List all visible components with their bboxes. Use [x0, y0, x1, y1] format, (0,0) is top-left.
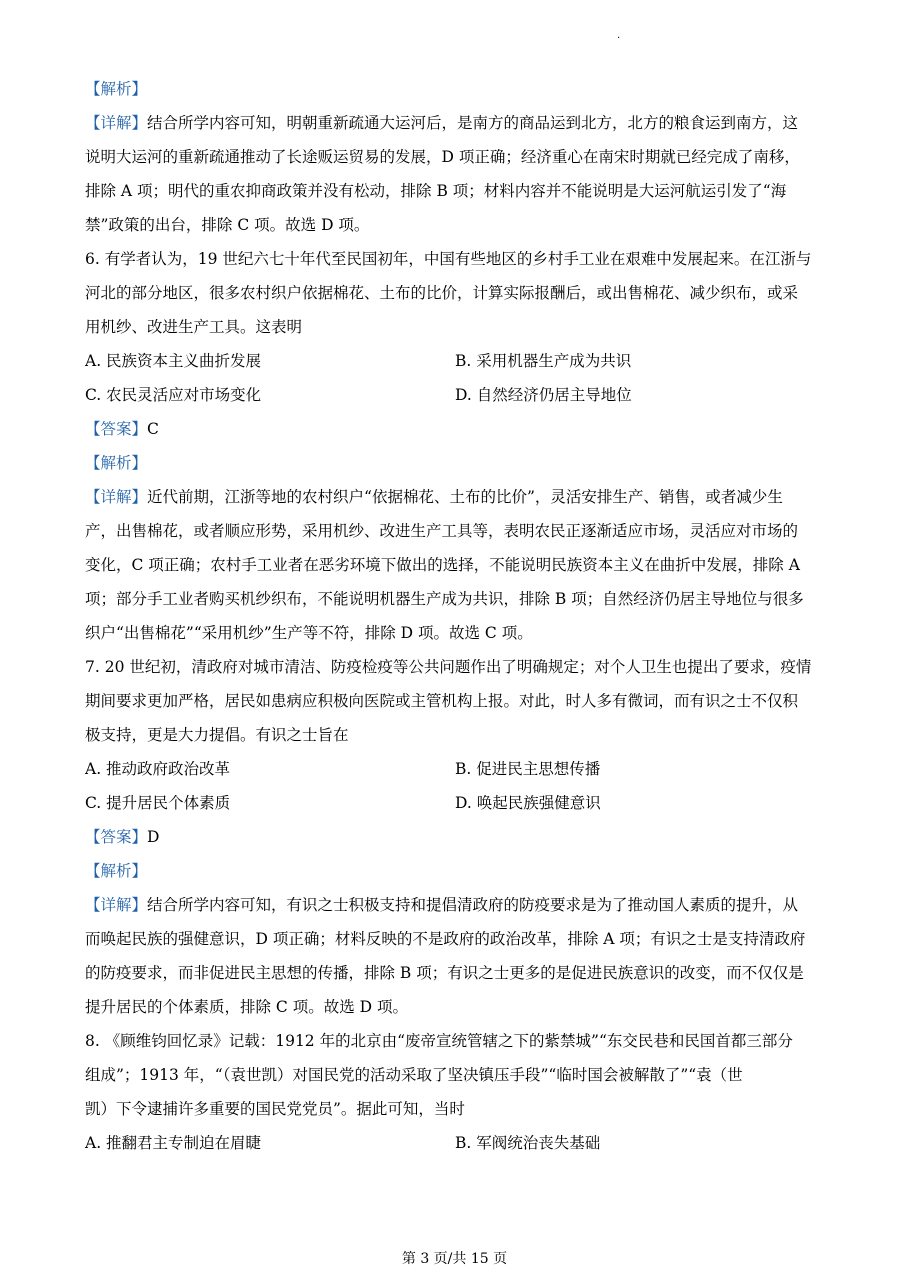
q5-detail-line-4: 禁”政策的出台，排除 C 项。故选 D 项。: [85, 216, 370, 234]
document-body: [85, 72, 830, 1160]
q6-stem-line-3: 用机纱、改进生产工具。这表明: [85, 318, 303, 336]
q8-option-a: A. 推翻君主专制迫在眉睫: [85, 1134, 262, 1152]
q6-answer: [85, 412, 830, 446]
q7-detail-line-3: 的防疫要求，而非促进民主思想的传播，排除 B 项；有识之士更多的是促进民族意识的改变，而不仅仅是: [85, 964, 804, 982]
q7-analysis-tag: 【解析】: [85, 862, 148, 880]
q6-stem-line-2: 河北的部分地区，很多农村织户依据棉花、土布的比价，计算实际报酬后，或出售棉花、减少织布，或采: [85, 284, 799, 302]
q7-options-row-2: [85, 786, 830, 820]
q7-stem-line-2: 期间要求更加严格，居民如患病应积极向医院或主管机构上报。对此，时人多有微词，而有识之士不仅积: [85, 692, 799, 710]
page-footer: 第 3 页/共 15 页: [401, 1251, 508, 1267]
q6-detail-line-3: 变化，C 项正确；农村手工业者在恶劣环境下做出的选择，不能说明民族资本主义在曲折中发展，排除 A: [85, 556, 800, 574]
q7-detail-line-1: 结合所学内容可知，有识之士积极支持和提倡清政府的防疫要求是为了推动国人素质的提升，从: [147, 896, 799, 914]
answer-tag: 【答案】: [85, 420, 148, 438]
q6-detail-line-5: 织户“出售棉花”“采用机纱”生产等不符，排除 D 项。故选 C 项。: [85, 624, 533, 642]
q8-options-row-1: [85, 1126, 830, 1160]
q7-answer: [85, 820, 830, 854]
q7-option-b: B. 促进民主思想传播: [455, 760, 601, 778]
q7-detail-line-4: 提升居民的个体素质，排除 C 项。故选 D 项。: [85, 998, 408, 1016]
q6-option-b: B. 采用机器生产成为共识: [455, 352, 632, 370]
q8-option-b: B. 军阀统治丧失基础: [455, 1134, 601, 1152]
q6-stem-line-1: 6. 有学者认为，19 世纪六七十年代至民国初年，中国有些地区的乡村手工业在艰难中发展起来。在江浙与: [85, 250, 812, 268]
q6-options-row-2: [85, 378, 830, 412]
q6-option-d: D. 自然经济仍居主导地位: [455, 386, 632, 404]
q8-stem-line-1: 8. 《顾维钧回忆录》记载：1912 年的北京由“废帝宣统管辖之下的紫禁城”“东交民巷和民国首都三部分: [85, 1032, 793, 1050]
q6-detail: [85, 480, 830, 514]
q7-options-row-1: [85, 752, 830, 786]
q7-stem-line-1: 7. 20 世纪初，清政府对城市清洁、防疫检疫等公共问题作出了明确规定；对个人卫生也提出了要求，疫情: [85, 658, 812, 676]
q7-option-d: D. 唤起民族强健意识: [455, 794, 601, 812]
q6-detail-line-1: 近代前期，江浙等地的农村织户“依据棉花、土布的比价”，灵活安排生产、销售，或者减少生: [147, 488, 783, 506]
q7-option-a: A. 推动政府政治改革: [85, 760, 231, 778]
detail-tag: 【详解】: [85, 488, 148, 506]
q7-detail-line-2: 而唤起民族的强健意识，D 项正确；材料反映的不是政府的政治改革，排除 A 项；有识之士是支持清政府: [85, 930, 806, 948]
detail-tag: 【详解】: [85, 896, 148, 914]
q5-detail-line-1: 结合所学内容可知，明朝重新疏通大运河后，是南方的商品运到北方，北方的粮食运到南方，这: [147, 114, 799, 132]
q6-option-a: A. 民族资本主义曲折发展: [85, 352, 262, 370]
q6-detail-line-4: 项；部分手工业者购买机纱织布，不能说明机器生产成为共识，排除 B 项；自然经济仍居主导地位与很多: [85, 590, 804, 608]
q8-stem-line-2: 组成”；1913 年，“（袁世凯）对国民党的活动采取了坚决镇压手段”“临时国会被解散了”“袁（世: [85, 1066, 743, 1084]
header-dot: .: [617, 30, 621, 41]
q7-option-c: C. 提升居民个体素质: [85, 794, 231, 812]
q7-answer-value: D: [147, 828, 160, 846]
q5-analysis-tag: 【解析】: [85, 80, 148, 98]
detail-tag: 【详解】: [85, 114, 148, 132]
q6-answer-value: C: [147, 420, 159, 438]
q6-detail-line-2: 产，出售棉花，或者顺应形势，采用机纱、改进生产工具等，表明农民正逐渐适应市场，灵活应对市场的: [85, 522, 799, 540]
q6-analysis-tag: 【解析】: [85, 454, 148, 472]
q6-options-row-1: [85, 344, 830, 378]
q7-detail: [85, 888, 830, 922]
answer-tag: 【答案】: [85, 828, 148, 846]
q5-detail-line-3: 排除 A 项；明代的重农抑商政策并没有松动，排除 B 项；材料内容并不能说明是大运河航运引发了“海: [85, 182, 787, 200]
q5-detail: [85, 106, 830, 140]
q5-detail-line-2: 说明大运河的重新疏通推动了长途贩运贸易的发展，D 项正确；经济重心在南宋时期就已经完成了南移，: [85, 148, 800, 166]
q8-stem-line-3: 凯）下令逮捕许多重要的国民党党员”。据此可知，当时: [85, 1100, 465, 1118]
q6-option-c: C. 农民灵活应对市场变化: [85, 386, 262, 404]
q7-stem-line-3: 极支持，更是大力提倡。有识之士旨在: [85, 726, 349, 744]
